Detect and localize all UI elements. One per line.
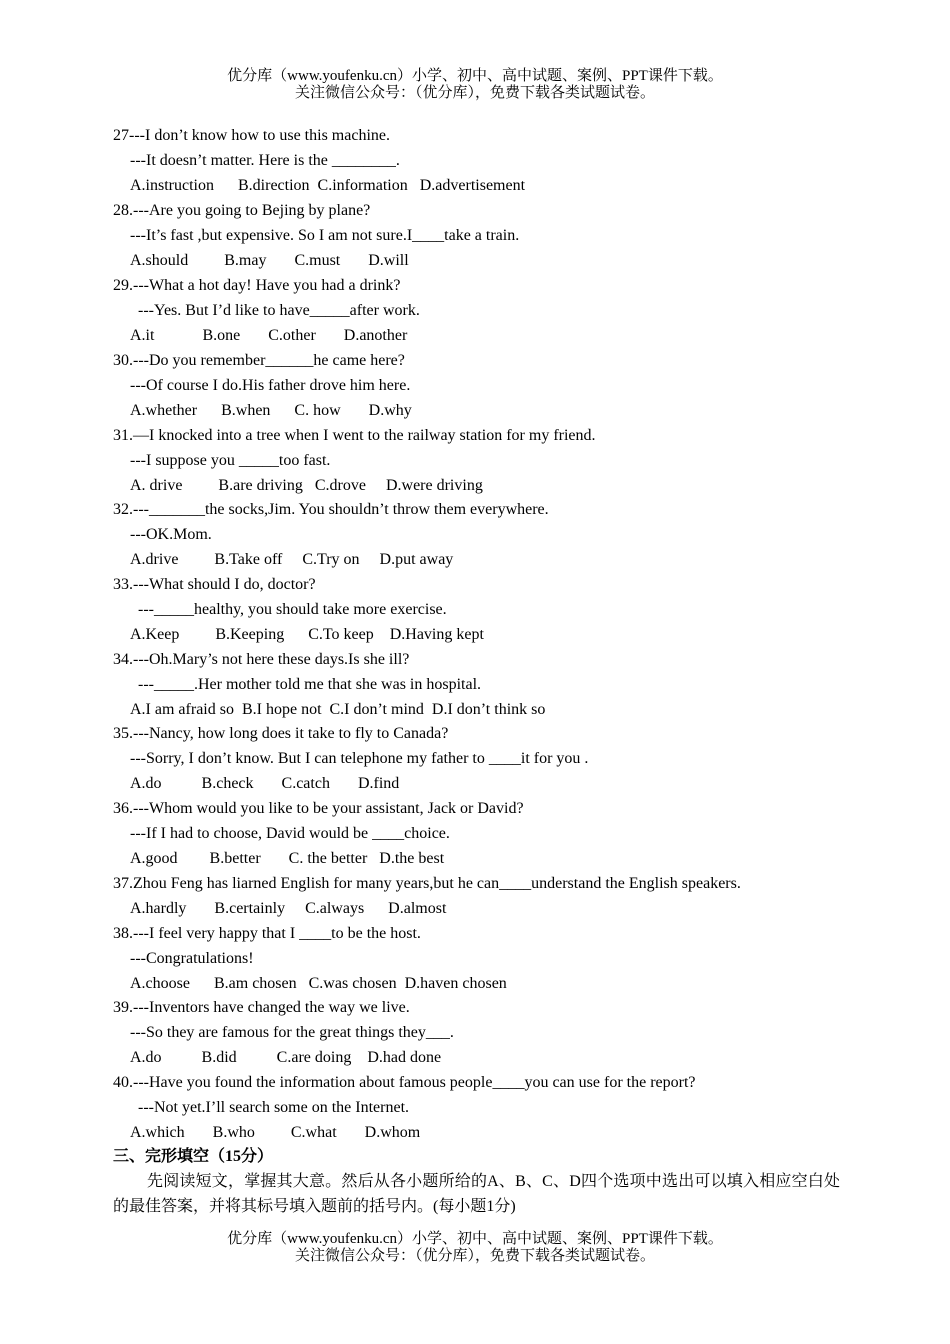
options-39: A.do B.did C.are doing D.had done [130,1049,442,1066]
question-39: 39.---Inventors have changed the way we live. [113,999,410,1016]
answer-30: ---Of course I do.His father drove him here. [130,377,411,394]
answer-33: ---_____healthy, you should take more exercise. [138,601,447,618]
answer-28: ---It’s fast ,but expensive. So I am not sure.I____take a train. [130,227,520,244]
answer-36: ---If I had to choose, David would be ____choice. [130,825,450,842]
answer-38: ---Congratulations! [130,950,254,967]
answer-29: ---Yes. But I’d like to have_____after work. [138,302,420,319]
question-40: 40.---Have you found the information about famous people____you can use for the report? [113,1074,696,1091]
answer-34: ---_____.Her mother told me that she was in hospital. [138,676,482,693]
footer-line-1: 优分库（www.youfenku.cn）小学、初中、高中试题、案例、PPT课件下载。 [227,1231,723,1247]
options-27: A.instruction B.direction C.information D.advertisement [130,177,526,194]
answer-32: ---OK.Mom. [130,526,212,543]
question-28: 28.---Are you going to Bejing by plane? [113,202,371,219]
options-30: A.whether B.when C. how D.why [130,402,412,419]
section-instruction: 先阅读短文，掌握其大意。然后从各小题所给的A、B、C、D四个选项中选出可以填入相应空白处的最佳答案，并将其标号填入题前的括号内。(每小题1分) [113,1173,840,1215]
question-36: 36.---Whom would you like to be your assistant, Jack or David? [113,800,524,817]
answer-35: ---Sorry, I don’t know. But I can telephone my father to ____it for you . [130,750,589,767]
options-31: A. drive B.are driving C.drove D.were driving [130,477,483,494]
options-29: A.it B.one C.other D.another [130,327,408,344]
section-heading: 三、完形填空（15分） [113,1148,274,1165]
options-32: A.drive B.Take off C.Try on D.put away [130,551,454,568]
options-35: A.do B.check C.catch D.find [130,775,400,792]
header-line-1: 优分库（www.youfenku.cn）小学、初中、高中试题、案例、PPT课件下载。 [227,68,723,84]
options-33: A.Keep B.Keeping C.To keep D.Having kept [130,626,484,643]
answer-39: ---So they are famous for the great things they___. [130,1024,454,1041]
header-line-2: 关注微信公众号：（优分库），免费下载各类试题试卷。 [294,85,655,101]
question-27: 27---I don’t know how to use this machine. [113,127,390,144]
question-30: 30.---Do you remember______he came here? [113,352,405,369]
question-38: 38.---I feel very happy that I ____to be the host. [113,925,421,942]
answer-31: ---I suppose you _____too fast. [130,452,331,469]
answer-27: ---It doesn’t matter. Here is the ________. [130,152,400,169]
options-38: A.choose B.am chosen C.was chosen D.haven chosen [130,975,507,992]
options-40: A.which B.who C.what D.whom [130,1124,421,1141]
question-33: 33.---What should I do, doctor? [113,576,316,593]
page-footer [0,1231,950,1265]
options-37: A.hardly B.certainly C.always D.almost [130,900,447,917]
question-31: 31.—I knocked into a tree when I went to the railway station for my friend. [113,427,596,444]
question-34: 34.---Oh.Mary’s not here these days.Is she ill? [113,651,410,668]
page-header [0,68,950,102]
question-37: 37.Zhou Feng has liarned English for many years,but he can____understand the English speakers. [113,875,741,892]
question-32: 32.---_______the socks,Jim. You shouldn’t throw them everywhere. [113,501,549,518]
options-28: A.should B.may C.must D.will [130,252,409,269]
answer-40: ---Not yet.I’ll search some on the Internet. [138,1099,410,1116]
question-35: 35.---Nancy, how long does it take to fly to Canada? [113,725,449,742]
options-36: A.good B.better C. the better D.the best [130,850,445,867]
options-34: A.I am afraid so B.I hope not C.I don’t mind D.I don’t think so [130,701,546,718]
footer-line-2: 关注微信公众号：（优分库），免费下载各类试题试卷。 [294,1248,655,1264]
question-29: 29.---What a hot day! Have you had a drink? [113,277,401,294]
